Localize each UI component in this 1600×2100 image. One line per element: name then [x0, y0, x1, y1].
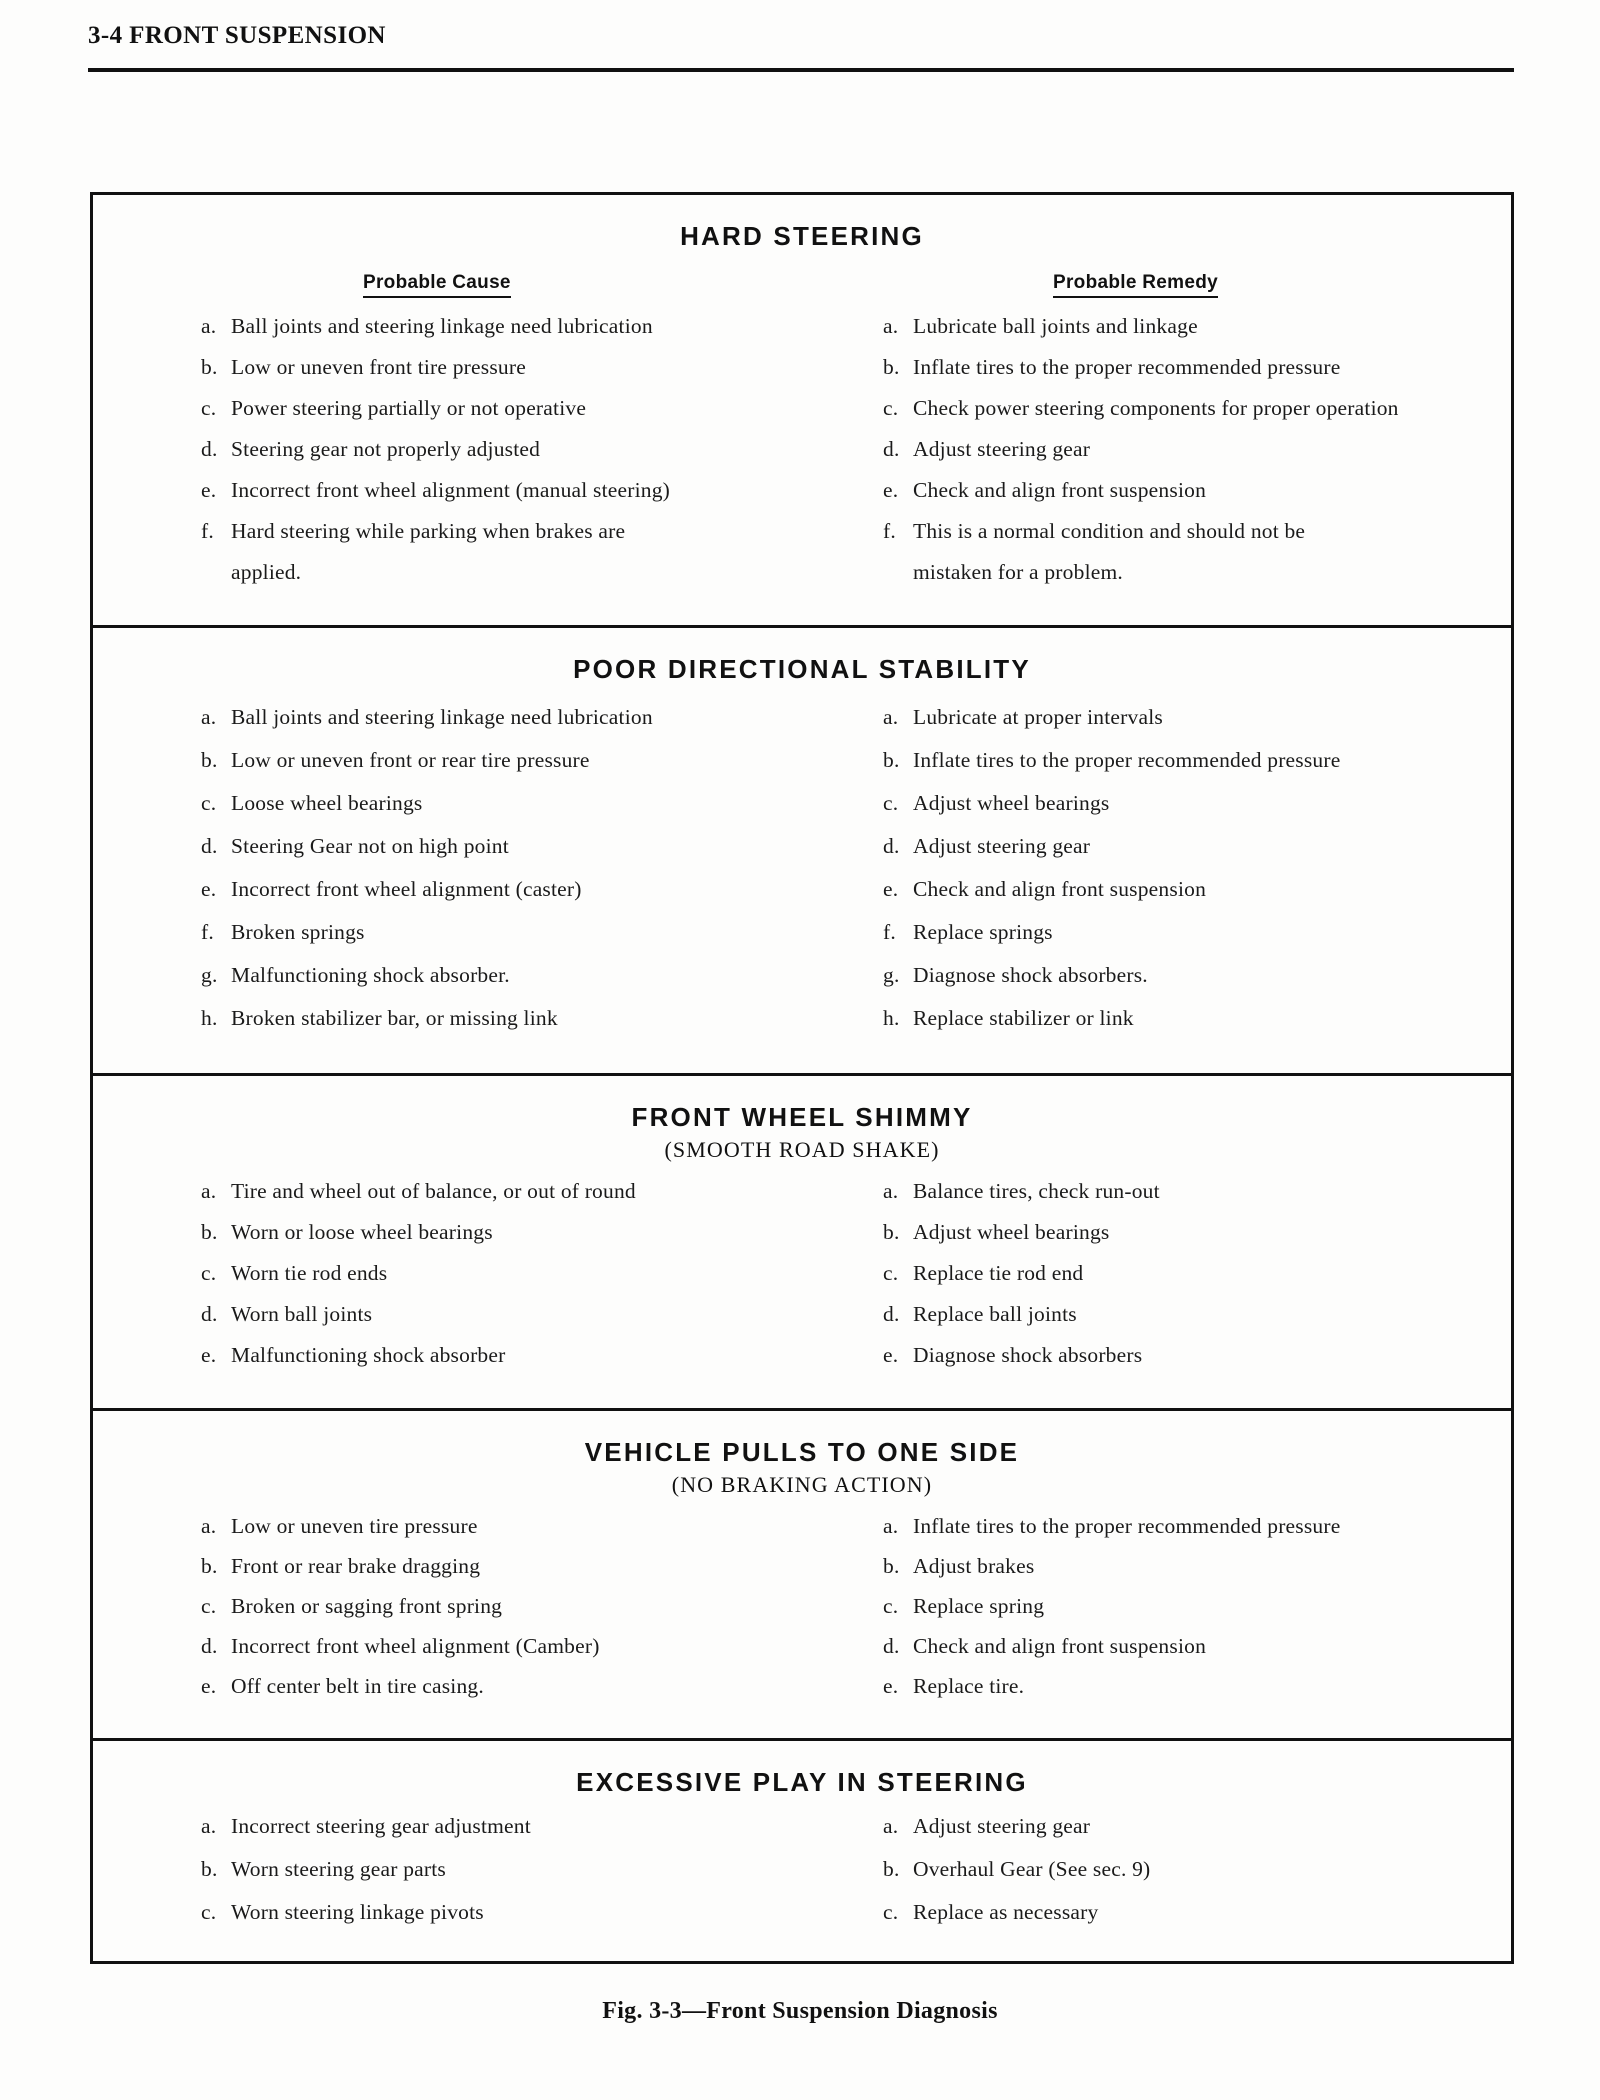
- item-text: Replace spring: [913, 1594, 1045, 1618]
- cause-cell: [201, 1341, 821, 1370]
- item-marker: c.: [201, 1594, 217, 1618]
- item-text: Inflate tires to the proper recommended pressure: [913, 1514, 1341, 1538]
- item-marker: c.: [201, 1261, 217, 1285]
- cause-cell: [201, 1300, 821, 1329]
- item-marker: f.: [201, 920, 214, 944]
- item-text: Incorrect front wheel alignment (manual steering): [231, 478, 671, 502]
- remedy-cell: [883, 312, 1503, 341]
- item-text: Adjust wheel bearings: [913, 791, 1110, 815]
- item-text: Worn or loose wheel bearings: [231, 1220, 493, 1244]
- item-text: Replace as necessary: [913, 1900, 1099, 1924]
- item-marker: b.: [201, 1554, 218, 1578]
- section-rows: [93, 306, 1511, 625]
- item-marker: c.: [201, 396, 217, 420]
- cause-cell: [201, 746, 821, 775]
- remedy-cell: [883, 1552, 1503, 1581]
- item-marker: e.: [201, 877, 217, 901]
- table-row: [93, 476, 1511, 517]
- item-marker: c.: [883, 791, 899, 815]
- cause-cell: [201, 875, 821, 904]
- table-row: [93, 1812, 1511, 1855]
- cause-cell: [201, 353, 821, 382]
- item-text: Worn steering gear parts: [231, 1857, 447, 1881]
- item-marker: b.: [883, 1554, 900, 1578]
- cause-cell: [201, 1218, 821, 1247]
- item-text: Adjust steering gear: [913, 437, 1091, 461]
- item-text: Broken springs: [231, 920, 365, 944]
- item-text: Low or uneven tire pressure: [231, 1514, 478, 1538]
- item-marker: d.: [201, 437, 218, 461]
- item-text: mistaken for a problem.: [913, 560, 1123, 584]
- remedy-cell: [883, 394, 1503, 423]
- item-marker: b.: [883, 355, 900, 379]
- table-row: [93, 1672, 1511, 1712]
- table-row: [93, 1004, 1511, 1047]
- section-title: EXCESSIVE PLAY IN STEERING: [576, 1767, 1028, 1797]
- remedy-cell: [883, 1341, 1503, 1370]
- table-row: [93, 1300, 1511, 1341]
- item-text: Check power steering components for proper operation: [913, 396, 1399, 420]
- section-title: VEHICLE PULLS TO ONE SIDE: [584, 1437, 1020, 1467]
- section-poor-directional-stability: [93, 654, 1511, 1076]
- remedy-cell: [883, 1855, 1503, 1884]
- table-row: [93, 1218, 1511, 1259]
- item-marker: e.: [883, 877, 899, 901]
- item-text: Low or uneven front or rear tire pressure: [231, 748, 590, 772]
- remedy-cell: [883, 746, 1503, 775]
- remedy-cell: [883, 1632, 1503, 1661]
- item-marker: a.: [201, 1179, 217, 1203]
- cause-cell: [201, 1855, 821, 1884]
- section-title: FRONT WHEEL SHIMMY: [631, 1102, 973, 1132]
- cause-cell: [201, 789, 821, 818]
- table-row: [93, 1898, 1511, 1941]
- cause-cell: [201, 1812, 821, 1841]
- cause-cell: [201, 1512, 821, 1541]
- remedy-cell: [883, 1218, 1503, 1247]
- section-subtitle: (SMOOTH ROAD SHAKE): [664, 1137, 940, 1162]
- item-marker: c.: [201, 791, 217, 815]
- table-row: [93, 312, 1511, 353]
- item-text: Malfunctioning shock absorber: [231, 1343, 506, 1367]
- item-marker: a.: [201, 314, 217, 338]
- item-text: Check and align front suspension: [913, 478, 1207, 502]
- item-marker: a.: [883, 1814, 899, 1838]
- section-title: HARD STEERING: [680, 221, 924, 251]
- cause-cell: [201, 1672, 821, 1701]
- item-text: Lubricate at proper intervals: [913, 705, 1163, 729]
- item-text: Check and align front suspension: [913, 877, 1207, 901]
- cause-cell: [201, 961, 821, 990]
- page-header: [88, 22, 1512, 50]
- table-row: [93, 961, 1511, 1004]
- cause-cell-continuation: [201, 558, 821, 587]
- section-hard-steering: [93, 221, 1511, 628]
- table-row: [93, 1341, 1511, 1382]
- remedy-cell: [883, 875, 1503, 904]
- item-text: Incorrect front wheel alignment (caster): [231, 877, 582, 901]
- table-row: [93, 517, 1511, 558]
- item-marker: e.: [201, 1343, 217, 1367]
- item-text: Adjust steering gear: [913, 1814, 1091, 1838]
- diagnosis-table: [90, 192, 1514, 1964]
- cause-cell: [201, 703, 821, 732]
- remedy-cell: [883, 961, 1503, 990]
- item-text: Power steering partially or not operative: [231, 396, 587, 420]
- item-marker: h.: [883, 1006, 900, 1030]
- item-marker: g.: [201, 963, 218, 987]
- item-marker: e.: [883, 1674, 899, 1698]
- item-text: Broken or sagging front spring: [231, 1594, 503, 1618]
- item-text: Hard steering while parking when brakes are: [231, 519, 626, 543]
- item-marker: a.: [883, 1514, 899, 1538]
- column-headers: [93, 272, 1511, 306]
- remedy-cell-continuation: [883, 558, 1503, 587]
- remedy-cell: [883, 353, 1503, 382]
- section-subtitle: (NO BRAKING ACTION): [671, 1472, 933, 1497]
- item-text: Adjust brakes: [913, 1554, 1035, 1578]
- item-marker: b.: [201, 1220, 218, 1244]
- column-header-remedy: Probable Remedy: [1053, 272, 1218, 298]
- table-row: [93, 1259, 1511, 1300]
- item-text: Incorrect steering gear adjustment: [231, 1814, 531, 1838]
- item-text: Check and align front suspension: [913, 1634, 1207, 1658]
- item-marker: a.: [201, 1514, 217, 1538]
- item-marker: c.: [883, 1594, 899, 1618]
- cause-cell: [201, 394, 821, 423]
- column-header-cause: Probable Cause: [363, 272, 511, 298]
- remedy-cell: [883, 1004, 1503, 1033]
- remedy-cell: [883, 1259, 1503, 1288]
- item-marker: b.: [201, 355, 218, 379]
- item-marker: d.: [883, 437, 900, 461]
- remedy-cell: [883, 1512, 1503, 1541]
- item-text: Steering Gear not on high point: [231, 834, 509, 858]
- remedy-cell: [883, 789, 1503, 818]
- section-rows: [93, 1169, 1511, 1408]
- item-marker: d.: [201, 1634, 218, 1658]
- item-text: applied.: [231, 560, 302, 584]
- item-marker: b.: [201, 1857, 218, 1881]
- item-text: Balance tires, check run-out: [913, 1179, 1160, 1203]
- item-text: Replace ball joints: [913, 1302, 1077, 1326]
- item-text: Ball joints and steering linkage need lubrication: [231, 705, 653, 729]
- item-marker: b.: [201, 748, 218, 772]
- item-marker: a.: [883, 1179, 899, 1203]
- remedy-cell: [883, 703, 1503, 732]
- remedy-cell: [883, 1592, 1503, 1621]
- item-text: Broken stabilizer bar, or missing link: [231, 1006, 558, 1030]
- remedy-cell: [883, 476, 1503, 505]
- remedy-cell: [883, 918, 1503, 947]
- table-row: [93, 746, 1511, 789]
- table-row: [93, 875, 1511, 918]
- cause-cell: [201, 517, 821, 546]
- item-marker: d.: [883, 1634, 900, 1658]
- item-marker: a.: [883, 314, 899, 338]
- section-excessive-play-in-steering: [93, 1767, 1511, 1961]
- item-marker: e.: [883, 478, 899, 502]
- item-marker: c.: [883, 396, 899, 420]
- cause-cell: [201, 1632, 821, 1661]
- header-rule: [88, 68, 1514, 72]
- header-title: 3-4 FRONT SUSPENSION: [88, 22, 386, 49]
- item-marker: f.: [201, 519, 214, 543]
- table-row: [93, 435, 1511, 476]
- remedy-cell: [883, 1177, 1503, 1206]
- item-text: Overhaul Gear (See sec. 9): [913, 1857, 1151, 1881]
- item-text: Worn steering linkage pivots: [231, 1900, 484, 1924]
- item-marker: b.: [883, 1220, 900, 1244]
- section-rows: [93, 689, 1511, 1073]
- item-marker: e.: [201, 478, 217, 502]
- item-marker: h.: [201, 1006, 218, 1030]
- item-text: Diagnose shock absorbers.: [913, 963, 1148, 987]
- remedy-cell: [883, 517, 1503, 546]
- item-marker: g.: [883, 963, 900, 987]
- table-row: [93, 703, 1511, 746]
- item-marker: b.: [883, 1857, 900, 1881]
- item-marker: a.: [201, 1814, 217, 1838]
- item-text: Worn tie rod ends: [231, 1261, 388, 1285]
- item-text: Lubricate ball joints and linkage: [913, 314, 1198, 338]
- item-text: Front or rear brake dragging: [231, 1554, 481, 1578]
- item-marker: d.: [883, 834, 900, 858]
- table-row: [93, 1512, 1511, 1552]
- figure-caption: Fig. 3-3—Front Suspension Diagnosis: [602, 1998, 998, 2024]
- item-marker: d.: [883, 1302, 900, 1326]
- cause-cell: [201, 832, 821, 861]
- table-row-continuation: [93, 558, 1511, 599]
- table-row: [93, 1632, 1511, 1672]
- item-text: Loose wheel bearings: [231, 791, 423, 815]
- item-marker: c.: [883, 1261, 899, 1285]
- item-marker: e.: [201, 1674, 217, 1698]
- cause-cell: [201, 1552, 821, 1581]
- item-text: Low or uneven front tire pressure: [231, 355, 526, 379]
- table-row: [93, 918, 1511, 961]
- section-vehicle-pulls-to-one-side: [93, 1437, 1511, 1741]
- item-text: Replace springs: [913, 920, 1053, 944]
- cause-cell: [201, 1259, 821, 1288]
- item-text: Steering gear not properly adjusted: [231, 437, 541, 461]
- table-row: [93, 394, 1511, 435]
- remedy-cell: [883, 1812, 1503, 1841]
- table-row: [93, 832, 1511, 875]
- item-text: This is a normal condition and should not be: [913, 519, 1306, 543]
- section-rows: [93, 1802, 1511, 1961]
- item-text: Off center belt in tire casing.: [231, 1674, 484, 1698]
- item-text: Replace tie rod end: [913, 1261, 1084, 1285]
- table-row: [93, 1592, 1511, 1632]
- item-marker: c.: [883, 1900, 899, 1924]
- cause-cell: [201, 435, 821, 464]
- table-row: [93, 353, 1511, 394]
- item-text: Worn ball joints: [231, 1302, 373, 1326]
- item-text: Malfunctioning shock absorber.: [231, 963, 510, 987]
- section-front-wheel-shimmy: [93, 1102, 1511, 1411]
- section-title: POOR DIRECTIONAL STABILITY: [573, 654, 1031, 684]
- item-text: Adjust wheel bearings: [913, 1220, 1110, 1244]
- cause-cell: [201, 1898, 821, 1927]
- item-marker: b.: [883, 748, 900, 772]
- cause-cell: [201, 918, 821, 947]
- item-text: Tire and wheel out of balance, or out of round: [231, 1179, 636, 1203]
- item-text: Inflate tires to the proper recommended pressure: [913, 748, 1341, 772]
- table-row: [93, 789, 1511, 832]
- remedy-cell: [883, 435, 1503, 464]
- item-marker: c.: [201, 1900, 217, 1924]
- table-row: [93, 1855, 1511, 1898]
- cause-cell: [201, 1592, 821, 1621]
- item-marker: f.: [883, 920, 896, 944]
- item-text: Replace tire.: [913, 1674, 1025, 1698]
- item-text: Diagnose shock absorbers: [913, 1343, 1143, 1367]
- item-marker: d.: [201, 1302, 218, 1326]
- cause-cell: [201, 1177, 821, 1206]
- cause-cell: [201, 476, 821, 505]
- remedy-cell: [883, 1898, 1503, 1927]
- section-rows: [93, 1504, 1511, 1738]
- remedy-cell: [883, 832, 1503, 861]
- item-text: Ball joints and steering linkage need lubrication: [231, 314, 653, 338]
- item-text: Inflate tires to the proper recommended pressure: [913, 355, 1341, 379]
- item-marker: f.: [883, 519, 896, 543]
- cause-cell: [201, 312, 821, 341]
- item-marker: d.: [201, 834, 218, 858]
- cause-cell: [201, 1004, 821, 1033]
- table-row: [93, 1552, 1511, 1592]
- table-row: [93, 1177, 1511, 1218]
- item-text: Adjust steering gear: [913, 834, 1091, 858]
- item-text: Incorrect front wheel alignment (Camber): [231, 1634, 600, 1658]
- item-text: Replace stabilizer or link: [913, 1006, 1134, 1030]
- item-marker: e.: [883, 1343, 899, 1367]
- item-marker: a.: [201, 705, 217, 729]
- remedy-cell: [883, 1672, 1503, 1701]
- remedy-cell: [883, 1300, 1503, 1329]
- item-marker: a.: [883, 705, 899, 729]
